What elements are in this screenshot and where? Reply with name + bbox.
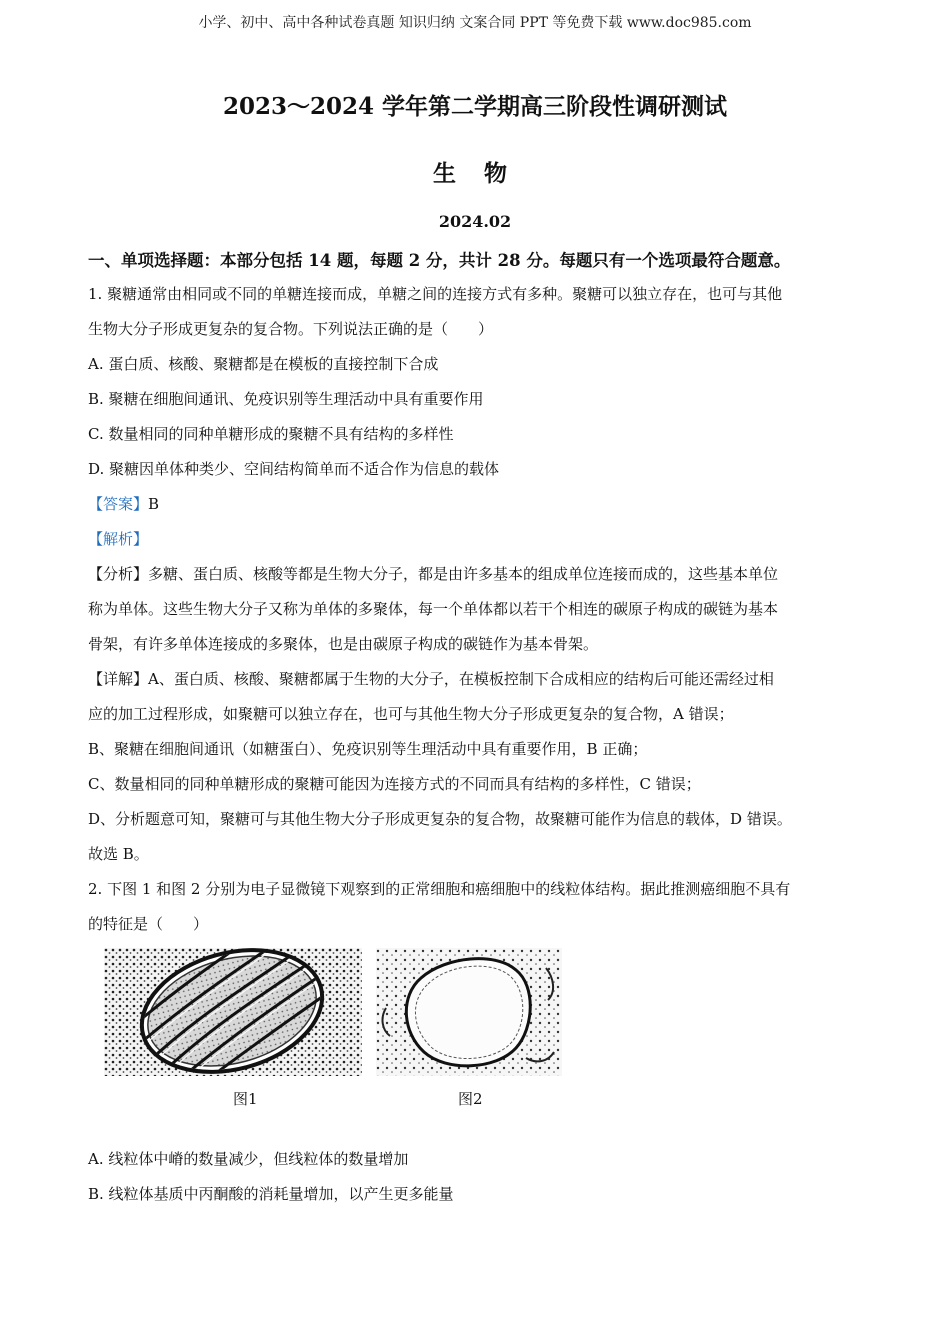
q1-xiangjie-line2: 应的加工过程形成，如聚糖可以独立存在，也可与其他生物大分子形成更复杂的复合物，A 错误； xyxy=(88,705,734,723)
q1-stem-line1: 1. 聚糖通常由相同或不同的单糖连接而成，单糖之间的连接方式有多种。聚糖可以独立存在，也可与其他 xyxy=(88,285,783,303)
q1-answer-line xyxy=(88,487,863,522)
answer-tag: 【答案】 xyxy=(88,495,149,513)
fenxi-tag: 【分析】 xyxy=(88,565,149,583)
q1-option-a: A. 蛋白质、核酸、聚糖都是在模板的直接控制下合成 xyxy=(88,355,439,373)
q1-fenxi-line3: 骨架，有许多单体连接成的多聚体，也是由碳原子构成的碳链作为基本骨架。 xyxy=(88,635,599,653)
fenxi-text: 多糖、蛋白质、核酸等都是生物大分子，都是由许多基本的组成单位连接而成的，这些基本单位 xyxy=(148,565,779,583)
xiangjie-tag: 【详解】 xyxy=(88,670,149,688)
subject-title: 生 物 xyxy=(432,160,517,187)
q1-analysis-line xyxy=(88,522,863,557)
q1-option-c: C. 数量相同的同种单糖形成的聚糖不具有结构的多样性 xyxy=(88,425,454,443)
q1-xiangjie-line3: B、聚糖在细胞间通讯（如糖蛋白）、免疫识别等生理活动中具有重要作用，B 正确； xyxy=(88,740,648,758)
page-header: 小学、初中、高中各种试卷真题 知识归纳 文案合同 PPT 等免费下载 www.doc985.com xyxy=(198,15,752,31)
q1-stem-line2: 生物大分子形成更复杂的复合物。下列说法正确的是（ ） xyxy=(88,320,494,338)
figure-1-caption: 图1 xyxy=(233,1090,258,1108)
document-date: 2024.02 xyxy=(438,212,512,231)
q1-xiangjie-line1 xyxy=(88,662,863,697)
section-heading: 一、单项选择题：本部分包括 14 题，每题 2 分，共计 28 分。每题只有一个选项最符合题意。 xyxy=(88,251,791,270)
q1-xiangjie-line4: C、数量相同的同种单糖形成的聚糖可能因为连接方式的不同而具有结构的多样性，C 错误； xyxy=(88,775,701,793)
q1-option-b: B. 聚糖在细胞间通讯、免疫识别等生理活动中具有重要作用 xyxy=(88,390,484,408)
q1-option-d: D. 聚糖因单体种类少、空间结构简单而不适合作为信息的载体 xyxy=(88,460,500,478)
xiangjie-text: A、蛋白质、核酸、聚糖都属于生物的大分子，在模板控制下合成相应的结构后可能还需经过相 xyxy=(148,670,774,688)
mitochondria-normal-figure xyxy=(104,948,362,1076)
q2-stem-line1: 2. 下图 1 和图 2 分别为电子显微镜下观察到的正常细胞和癌细胞中的线粒体结构。据此推测癌细胞不具有 xyxy=(88,880,791,898)
question-content xyxy=(88,277,863,1212)
q2-option-a: A. 线粒体中嵴的数量减少，但线粒体的数量增加 xyxy=(88,1150,409,1168)
document-title: 2023～2024 学年第二学期高三阶段性调研测试 xyxy=(222,93,728,120)
q1-fenxi-line2: 称为单体。这些生物大分子又称为单体的多聚体，每一个单体都以若干个相连的碳原子构成的碳链为基本 xyxy=(88,600,779,618)
q1-xiangjie-line5: D、分析题意可知，聚糖可与其他生物大分子形成更复杂的复合物，故聚糖可能作为信息的载体，D 错误。 xyxy=(88,810,792,828)
figure-row xyxy=(88,942,863,1142)
mitochondria-cancer-figure xyxy=(376,948,562,1076)
figure-2-caption: 图2 xyxy=(458,1090,483,1108)
answer-value: B xyxy=(148,495,160,513)
analysis-tag: 【解析】 xyxy=(88,530,149,548)
q2-stem-line2: 的特征是（ ） xyxy=(88,915,209,933)
q1-fenxi-line1 xyxy=(88,557,863,592)
q2-option-b: B. 线粒体基质中丙酮酸的消耗量增加，以产生更多能量 xyxy=(88,1185,454,1203)
q1-conclusion: 故选 B。 xyxy=(88,845,149,863)
